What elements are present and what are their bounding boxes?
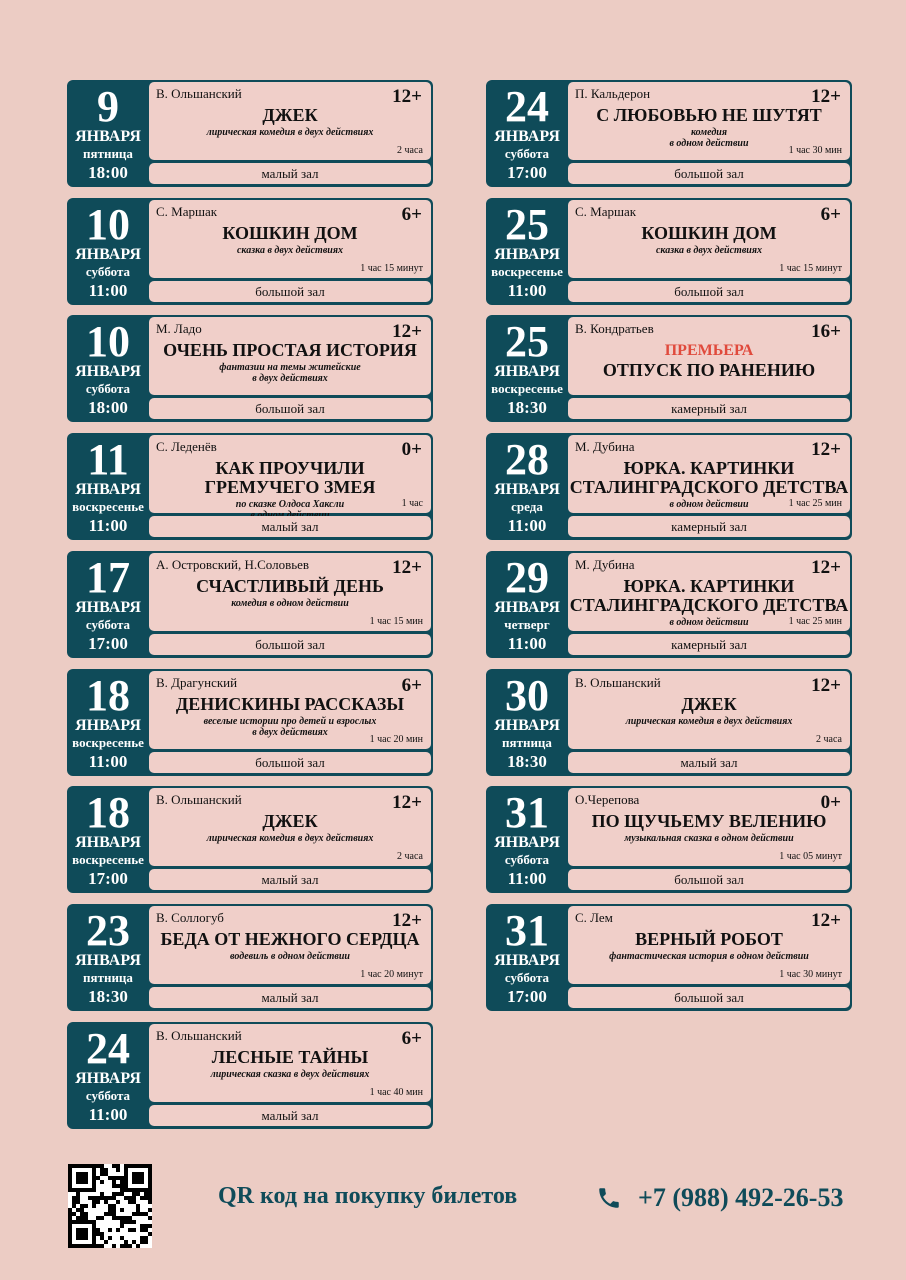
event-time: 18:30	[88, 986, 128, 1006]
age-rating-badge: 0+	[820, 792, 841, 814]
event-time: 11:00	[88, 751, 128, 771]
event-month: ЯНВАРЯ	[494, 951, 560, 969]
event-date-block	[486, 904, 568, 1011]
event-title: БЕДА ОТ НЕЖНОГО СЕРДЦА	[160, 928, 420, 949]
event-title: ДЖЕК	[262, 811, 318, 832]
event-genre: водевиль в одном действии	[230, 950, 350, 962]
event-date-block	[486, 315, 568, 422]
event-title-block	[149, 930, 431, 962]
event-time: 18:00	[88, 398, 128, 418]
event-hall: малый зал	[149, 516, 431, 537]
event-genre: лирическая комедия в двух действиях	[206, 127, 374, 138]
event-duration: 1 час 25 мин	[788, 498, 842, 510]
event-date-block	[67, 786, 149, 893]
event-month: ЯНВАРЯ	[75, 481, 141, 499]
event-weekday: суббота	[85, 381, 131, 397]
event-info	[568, 200, 850, 278]
event-time: 11:00	[507, 280, 547, 300]
event-title-block	[149, 459, 431, 521]
event-month: ЯНВАРЯ	[75, 598, 141, 616]
event-weekday: суббота	[504, 852, 550, 868]
event-author: В. Кондратьев	[575, 321, 654, 337]
event-title-block	[568, 106, 850, 149]
event-card[interactable]	[486, 433, 852, 540]
event-day: 25	[505, 199, 549, 249]
event-author: О.Черепова	[575, 792, 640, 808]
event-time: 17:00	[88, 869, 128, 889]
event-author: С. Леденёв	[156, 439, 217, 455]
event-card[interactable]	[67, 433, 433, 540]
event-duration: 1 час 25 мин	[788, 615, 842, 627]
event-time: 18:30	[507, 751, 547, 771]
event-author: П. Кальдерон	[575, 86, 651, 101]
event-hall: большой зал	[568, 281, 850, 302]
event-title: ЮРКА. КАРТИНКИ СТАЛИНГРАДСКОГО ДЕТСТВА	[569, 575, 849, 615]
event-author: С. Маршак	[156, 203, 218, 219]
qr-label: QR код на покупку билетов	[218, 1183, 518, 1209]
event-hall: большой зал	[568, 163, 850, 184]
event-date-block	[67, 198, 149, 305]
event-title-block	[149, 695, 431, 738]
event-hall: малый зал	[149, 869, 431, 890]
event-day: 10	[86, 317, 130, 367]
age-rating-badge: 12+	[811, 439, 841, 461]
event-month: ЯНВАРЯ	[494, 598, 560, 616]
event-genre: сказка в двух действиях	[655, 244, 763, 256]
event-author: М. Дубина	[575, 439, 635, 455]
event-info	[568, 906, 850, 984]
age-rating-badge: 6+	[820, 203, 841, 225]
event-title: КАК ПРОУЧИЛИ ГРЕМУЧЕГО ЗМЕЯ	[204, 458, 376, 498]
event-genre: музыкальная сказка в одном действии	[624, 833, 794, 845]
event-month: ЯНВАРЯ	[494, 834, 560, 852]
phone-icon	[596, 1183, 622, 1213]
event-info	[568, 671, 850, 749]
event-title: ДЖЕК	[681, 693, 737, 714]
event-card[interactable]	[486, 551, 852, 658]
event-hall: камерный зал	[568, 398, 850, 419]
qr-code-icon[interactable]	[68, 1164, 152, 1248]
event-hall: малый зал	[149, 987, 431, 1008]
event-genre: веселые истории про детей и взрослых в двух действиях	[203, 715, 377, 738]
event-time: 11:00	[507, 633, 547, 653]
event-month: ЯНВАРЯ	[75, 1069, 141, 1087]
event-duration: 2 часа	[816, 733, 842, 745]
event-title: ЮРКА. КАРТИНКИ СТАЛИНГРАДСКОГО ДЕТСТВА	[569, 458, 849, 498]
event-title-block	[568, 224, 850, 256]
event-author: М. Ладо	[156, 321, 202, 337]
event-info	[568, 82, 850, 160]
event-card[interactable]	[486, 198, 852, 305]
event-card[interactable]	[67, 198, 433, 305]
event-day: 29	[505, 552, 549, 602]
event-month: ЯНВАРЯ	[75, 951, 141, 969]
event-genre: сказка в двух действиях	[236, 244, 344, 256]
event-duration: 1 час 20 мин	[369, 733, 423, 745]
event-card[interactable]	[67, 80, 433, 187]
event-genre: комедия в одном действии	[669, 127, 749, 149]
event-month: ЯНВАРЯ	[75, 363, 141, 381]
age-rating-badge: 12+	[392, 556, 422, 578]
event-genre: лирическая комедия в двух действиях	[206, 833, 374, 845]
event-info	[149, 435, 431, 513]
event-hall: малый зал	[149, 1105, 431, 1126]
event-date-block	[67, 904, 149, 1011]
event-weekday: четверг	[504, 616, 550, 632]
age-rating-badge: 12+	[392, 909, 422, 931]
event-time: 11:00	[88, 280, 128, 300]
event-month: ЯНВАРЯ	[75, 716, 141, 734]
event-title: КОШКИН ДОМ	[222, 222, 358, 243]
event-duration: 1 час 40 мин	[369, 1086, 423, 1098]
event-title: ОЧЕНЬ ПРОСТАЯ ИСТОРИЯ	[163, 340, 417, 361]
event-weekday: воскресенье	[72, 852, 144, 868]
event-info	[568, 553, 850, 631]
age-rating-badge: 12+	[392, 792, 422, 814]
event-author: В. Ольшанский	[575, 674, 661, 690]
event-day: 25	[505, 317, 549, 367]
age-rating-badge: 12+	[811, 909, 841, 931]
event-title: СЧАСТЛИВЫЙ ДЕНЬ	[196, 575, 384, 596]
event-date-block	[486, 669, 568, 776]
event-weekday: воскресенье	[72, 734, 144, 750]
event-title: ДЕНИСКИНЫ РАССКАЗЫ	[175, 693, 405, 714]
age-rating-badge: 6+	[401, 1027, 422, 1049]
event-month: ЯНВАРЯ	[494, 128, 560, 145]
event-title: КОШКИН ДОМ	[641, 222, 777, 243]
event-genre: фантазии на темы житейские в двух действиях	[219, 362, 361, 385]
event-card[interactable]	[486, 669, 852, 776]
event-weekday: суббота	[85, 263, 131, 279]
event-time: 11:00	[507, 869, 547, 889]
age-rating-badge: 0+	[401, 439, 422, 461]
event-author: В. Соллогуб	[156, 909, 224, 925]
event-time: 17:00	[507, 163, 547, 182]
event-date-block	[486, 551, 568, 658]
event-duration: 1 час 30 минут	[779, 968, 842, 980]
event-date-block	[67, 1022, 149, 1129]
age-rating-badge: 12+	[811, 86, 841, 107]
event-author: В. Ольшанский	[156, 86, 242, 101]
event-genre: в одном действии	[669, 499, 749, 511]
event-weekday: среда	[511, 499, 543, 515]
event-weekday: суббота	[504, 969, 550, 985]
event-info	[568, 788, 850, 866]
event-day: 17	[86, 552, 130, 602]
event-genre: лирическая сказка в двух действиях	[210, 1068, 370, 1080]
event-weekday: суббота	[504, 146, 550, 161]
event-day: 23	[86, 905, 130, 955]
event-day: 24	[505, 82, 549, 131]
event-info	[149, 553, 431, 631]
event-day: 31	[505, 788, 549, 838]
event-month: ЯНВАРЯ	[494, 363, 560, 381]
event-title-block	[568, 341, 850, 380]
event-title-block	[568, 812, 850, 844]
event-hall: малый зал	[568, 752, 850, 773]
age-rating-badge: 12+	[811, 556, 841, 578]
event-author: С. Лем	[575, 909, 613, 925]
event-title-block	[149, 812, 431, 844]
event-day: 9	[97, 82, 119, 131]
event-date-block	[67, 80, 149, 187]
event-title-block	[149, 341, 431, 384]
event-info	[149, 317, 431, 395]
event-card[interactable]	[486, 80, 852, 187]
event-weekday: пятница	[83, 969, 133, 985]
event-card[interactable]	[67, 904, 433, 1011]
event-time: 17:00	[88, 633, 128, 653]
event-day: 18	[86, 670, 130, 720]
event-title: ДЖЕК	[262, 105, 318, 125]
event-duration: 1 час 15 мин	[369, 615, 423, 627]
event-date-block	[486, 80, 568, 187]
event-title: ВЕРНЫЙ РОБОТ	[635, 928, 783, 949]
age-rating-badge: 12+	[811, 674, 841, 696]
age-rating-badge: 6+	[401, 203, 422, 225]
event-time: 17:00	[507, 986, 547, 1006]
event-genre: фантастическая история в одном действии	[609, 950, 809, 962]
event-title: ЛЕСНЫЕ ТАЙНЫ	[211, 1046, 369, 1067]
event-title-block	[149, 577, 431, 609]
event-weekday: суббота	[85, 1087, 131, 1103]
event-date-block	[486, 433, 568, 540]
event-duration: 1 час 30 мин	[788, 145, 842, 156]
event-date-block	[486, 198, 568, 305]
event-duration: 1 час 15 минут	[360, 262, 423, 274]
event-title-block	[149, 106, 431, 138]
event-author: В. Ольшанский	[156, 1027, 242, 1043]
event-hall: малый зал	[149, 163, 431, 184]
age-rating-badge: 16+	[811, 321, 841, 343]
premiere-badge: ПРЕМЬЕРА	[664, 342, 754, 360]
event-hall: большой зал	[149, 398, 431, 419]
event-hall: большой зал	[568, 987, 850, 1008]
event-time: 18:00	[88, 163, 128, 182]
event-time: 11:00	[507, 516, 547, 536]
event-title: ПО ЩУЧЬЕМУ ВЕЛЕНИЮ	[591, 811, 827, 832]
event-title-block	[149, 1048, 431, 1080]
event-month: ЯНВАРЯ	[75, 128, 141, 145]
event-card[interactable]	[67, 1022, 433, 1129]
event-author: В. Драгунский	[156, 674, 238, 690]
event-day: 30	[505, 670, 549, 720]
event-month: ЯНВАРЯ	[494, 716, 560, 734]
event-month: ЯНВАРЯ	[494, 245, 560, 263]
event-info	[149, 788, 431, 866]
event-time: 11:00	[88, 516, 128, 536]
event-info	[568, 435, 850, 513]
event-title: ОТПУСК ПО РАНЕНИЮ	[602, 360, 816, 381]
event-card[interactable]	[486, 786, 852, 893]
event-duration: 1 час 20 минут	[360, 968, 423, 980]
event-weekday: пятница	[502, 734, 552, 750]
event-genre: комедия в одном действии	[231, 597, 349, 609]
event-info	[149, 1024, 431, 1102]
event-date-block	[486, 786, 568, 893]
event-title: С ЛЮБОВЬЮ НЕ ШУТЯТ	[596, 105, 822, 125]
event-day: 10	[86, 199, 130, 249]
event-duration: 2 часа	[397, 851, 423, 863]
event-day: 24	[86, 1023, 130, 1073]
event-weekday: воскресенье	[491, 381, 563, 397]
event-info	[149, 82, 431, 160]
event-card[interactable]	[486, 904, 852, 1011]
event-month: ЯНВАРЯ	[75, 245, 141, 263]
event-date-block	[67, 551, 149, 658]
event-hall: большой зал	[568, 869, 850, 890]
event-card[interactable]	[486, 315, 852, 422]
age-rating-badge: 12+	[392, 321, 422, 343]
event-hall: камерный зал	[568, 634, 850, 655]
event-author: А. Островский, Н.Соловьев	[156, 556, 310, 572]
event-card[interactable]	[67, 669, 433, 776]
event-weekday: пятница	[83, 146, 133, 161]
event-hall: большой зал	[149, 752, 431, 773]
event-day: 31	[505, 905, 549, 955]
event-info	[149, 200, 431, 278]
event-date-block	[67, 315, 149, 422]
event-weekday: воскресенье	[72, 499, 144, 515]
event-hall: большой зал	[149, 634, 431, 655]
event-month: ЯНВАРЯ	[75, 834, 141, 852]
event-info	[149, 906, 431, 984]
event-date-block	[67, 669, 149, 776]
event-info	[568, 317, 850, 395]
event-duration: 1 час 05 минут	[779, 851, 842, 863]
event-card[interactable]	[67, 315, 433, 422]
event-info	[149, 671, 431, 749]
age-rating-badge: 12+	[392, 86, 422, 107]
phone-number[interactable]: +7 (988) 492-26-53	[638, 1183, 844, 1212]
event-day: 28	[505, 435, 549, 485]
event-author: В. Ольшанский	[156, 792, 242, 808]
event-duration: 1 час 15 минут	[779, 262, 842, 274]
event-duration: 2 часа	[397, 145, 423, 156]
event-title-block	[568, 930, 850, 962]
event-month: ЯНВАРЯ	[494, 481, 560, 499]
event-author: М. Дубина	[575, 556, 635, 572]
event-title-block	[568, 695, 850, 727]
event-hall: большой зал	[149, 281, 431, 302]
event-genre: по сказке Олдоса Хаксли	[235, 499, 345, 511]
event-time: 11:00	[88, 1104, 128, 1124]
event-hall: камерный зал	[568, 516, 850, 537]
age-rating-badge: 6+	[401, 674, 422, 696]
event-time: 18:30	[507, 398, 547, 418]
event-weekday: воскресенье	[491, 263, 563, 279]
event-card[interactable]	[67, 551, 433, 658]
event-title-block	[149, 224, 431, 256]
event-date-block	[67, 433, 149, 540]
event-weekday: суббота	[85, 616, 131, 632]
event-author: С. Маршак	[575, 203, 637, 219]
event-day: 11	[87, 435, 129, 485]
event-day: 18	[86, 788, 130, 838]
event-card[interactable]	[67, 786, 433, 893]
event-duration: 1 час	[401, 498, 423, 510]
event-genre: в одном действии	[669, 616, 749, 628]
event-genre: лирическая комедия в двух действиях	[625, 715, 793, 727]
